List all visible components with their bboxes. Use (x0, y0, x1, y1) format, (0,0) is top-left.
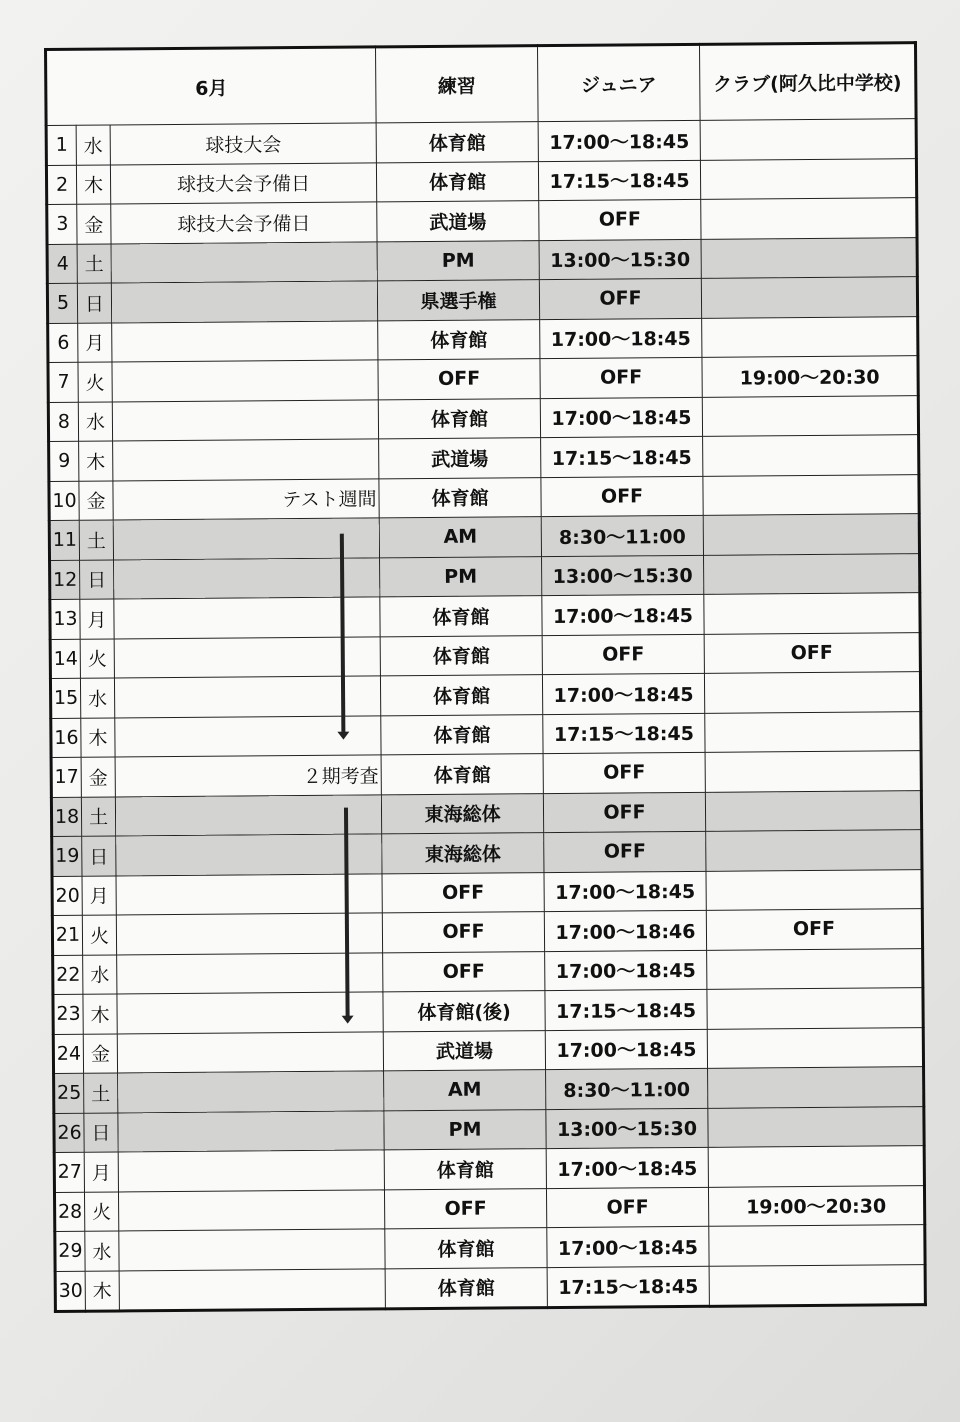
junior-cell: 17:15〜18:45 (547, 1266, 709, 1308)
practice-cell: 武道場 (379, 438, 541, 479)
schedule-row (54, 1185, 924, 1231)
date-cell: 15 (50, 678, 80, 718)
practice-cell: AM (379, 517, 541, 558)
club-cell (705, 751, 921, 792)
junior-cell: 17:00〜18:45 (540, 397, 702, 438)
event-cell (111, 281, 377, 323)
event-cell (118, 1110, 384, 1152)
junior-cell: 8:30〜11:00 (541, 515, 703, 556)
schedule-row (50, 593, 920, 639)
event-cell: テスト週間 (113, 478, 379, 520)
weekday-cell: 月 (84, 1152, 118, 1192)
schedule-row (52, 909, 922, 955)
practice-cell: 東海総体 (381, 793, 543, 834)
weekday-cell: 日 (82, 836, 116, 876)
junior-cell: 17:00〜18:45 (546, 1147, 708, 1188)
schedule-row (49, 474, 919, 520)
weekday-cell: 金 (81, 757, 115, 797)
date-cell: 19 (52, 836, 82, 876)
junior-cell: 8:30〜11:00 (546, 1068, 708, 1109)
weekday-cell: 日 (84, 1112, 118, 1152)
date-cell: 13 (50, 599, 80, 639)
junior-cell: 17:00〜18:45 (544, 871, 706, 912)
junior-cell: OFF (541, 476, 703, 517)
club-cell (704, 553, 920, 594)
weekday-cell: 水 (83, 954, 117, 994)
weekday-cell: 土 (84, 1073, 118, 1113)
practice-cell: 体育館 (384, 1149, 546, 1190)
club-cell (702, 395, 918, 436)
weekday-cell: 土 (79, 520, 113, 560)
event-cell (112, 320, 378, 362)
schedule-row (50, 632, 920, 678)
event-cell (119, 1229, 385, 1271)
schedule-row (55, 1225, 925, 1271)
date-cell: 12 (50, 560, 80, 600)
junior-cell: 17:00〜18:45 (538, 120, 700, 161)
practice-cell: OFF (382, 872, 544, 913)
practice-cell: 県選手権 (377, 280, 539, 321)
weekday-cell: 水 (78, 401, 112, 441)
date-cell: 30 (55, 1271, 85, 1312)
club-cell (707, 948, 923, 989)
junior-cell: 13:00〜15:30 (542, 555, 704, 596)
schedule-row (49, 435, 919, 481)
practice-cell: OFF (378, 359, 540, 400)
practice-cell: 体育館 (381, 714, 543, 755)
weekday-cell: 月 (80, 599, 114, 639)
date-cell: 24 (53, 1034, 83, 1074)
schedule-row (50, 553, 920, 599)
weekday-cell: 火 (84, 1191, 118, 1231)
club-cell (701, 198, 917, 239)
schedule-row (47, 237, 917, 283)
junior-cell: 17:15〜18:45 (538, 160, 700, 201)
practice-cell: PM (380, 556, 542, 597)
club-cell (703, 514, 919, 555)
schedule-row (55, 1264, 925, 1311)
practice-header: 練習 (376, 46, 539, 123)
weekday-cell: 月 (82, 875, 116, 915)
junior-cell: 17:00〜18:45 (542, 673, 704, 714)
schedule-row (52, 830, 922, 876)
junior-cell: 13:00〜15:30 (546, 1108, 708, 1149)
schedule-row (53, 948, 923, 994)
schedule-row (54, 1067, 924, 1113)
practice-cell: 体育館 (378, 398, 540, 439)
practice-cell: 体育館 (380, 675, 542, 716)
schedule-sheet (44, 41, 924, 1330)
schedule-body (46, 119, 925, 1312)
practice-cell: 体育館 (378, 319, 540, 360)
event-cell (116, 873, 382, 915)
weekday-cell: 木 (83, 994, 117, 1034)
practice-cell: 東海総体 (382, 833, 544, 874)
practice-cell: 体育館 (381, 754, 543, 795)
junior-cell: OFF (543, 792, 705, 833)
club-cell (708, 1146, 924, 1187)
club-cell (703, 435, 919, 476)
weekday-cell: 金 (77, 204, 111, 244)
weekday-cell: 木 (81, 717, 115, 757)
club-cell (707, 1027, 923, 1068)
club-cell (708, 1106, 924, 1147)
date-cell: 21 (52, 915, 82, 955)
club-cell (705, 790, 921, 831)
month-header: 6月 (46, 47, 377, 126)
junior-cell: 17:00〜18:45 (542, 594, 704, 635)
weekday-cell: 木 (85, 1270, 119, 1311)
practice-cell: 体育館 (380, 596, 542, 637)
practice-cell: 体育館 (379, 477, 541, 518)
club-cell (708, 1067, 924, 1108)
date-cell: 28 (54, 1192, 84, 1232)
date-cell: 7 (48, 362, 78, 402)
club-cell (702, 316, 918, 357)
date-cell: 14 (50, 639, 80, 679)
event-cell (116, 913, 382, 955)
practice-cell: 体育館(後) (383, 991, 545, 1032)
weekday-cell: 月 (78, 322, 112, 362)
club-cell: OFF (706, 909, 922, 950)
schedule-table (44, 41, 927, 1313)
schedule-row (54, 1146, 924, 1192)
junior-cell: 13:00〜15:30 (539, 239, 701, 280)
schedule-row (46, 158, 916, 204)
date-cell: 5 (47, 283, 77, 323)
date-cell: 6 (48, 323, 78, 363)
club-cell (709, 1225, 925, 1266)
junior-cell: OFF (539, 199, 701, 240)
junior-cell: OFF (544, 831, 706, 872)
event-cell (119, 1268, 385, 1311)
event-cell (111, 241, 377, 283)
date-cell: 8 (48, 402, 78, 442)
practice-cell: 体育館 (380, 635, 542, 676)
practice-cell: 体育館 (385, 1228, 547, 1269)
schedule-row (48, 395, 918, 441)
date-cell: 16 (51, 718, 81, 758)
club-cell: 19:00〜20:30 (708, 1185, 924, 1226)
date-cell: 9 (49, 441, 79, 481)
date-cell: 25 (54, 1073, 84, 1113)
junior-header: ジュニア (538, 44, 701, 121)
junior-cell: OFF (539, 278, 701, 319)
junior-cell: 17:15〜18:45 (541, 436, 703, 477)
weekday-cell: 木 (76, 164, 110, 204)
event-cell (118, 1189, 384, 1231)
weekday-cell: 日 (77, 283, 111, 323)
event-cell: 球技大会予備日 (111, 202, 377, 244)
junior-cell: OFF (543, 752, 705, 793)
date-cell: 26 (54, 1113, 84, 1153)
club-cell (705, 711, 921, 752)
date-cell: 1 (46, 125, 76, 165)
club-cell (707, 988, 923, 1029)
schedule-row (47, 198, 917, 244)
event-cell (112, 360, 378, 402)
event-cell (115, 794, 381, 836)
club-cell (700, 158, 916, 199)
schedule-row (51, 711, 921, 757)
schedule-row (51, 790, 921, 836)
date-cell: 4 (47, 244, 77, 284)
weekday-cell: 火 (78, 362, 112, 402)
club-cell (709, 1264, 925, 1306)
practice-cell: AM (384, 1070, 546, 1111)
schedule-row (48, 316, 918, 362)
date-cell: 17 (51, 757, 81, 797)
event-cell: ２期考査 (115, 755, 381, 797)
junior-cell: OFF (546, 1187, 708, 1228)
practice-cell: 武道場 (377, 201, 539, 242)
schedule-row (53, 988, 923, 1034)
schedule-row (48, 356, 918, 402)
date-cell: 20 (52, 876, 82, 916)
weekday-cell: 火 (82, 915, 116, 955)
date-cell: 27 (54, 1152, 84, 1192)
header-row (46, 43, 917, 126)
event-cell: 球技大会予備日 (110, 162, 376, 204)
weekday-cell: 金 (83, 1033, 117, 1073)
practice-cell: 体育館 (376, 161, 538, 202)
schedule-row (49, 514, 919, 560)
club-cell (704, 593, 920, 634)
event-cell (118, 1071, 384, 1113)
club-cell (701, 237, 917, 278)
practice-cell: 武道場 (383, 1030, 545, 1071)
weekday-cell: 木 (79, 441, 113, 481)
junior-cell: 17:15〜18:45 (543, 713, 705, 754)
junior-cell: 17:00〜18:46 (544, 910, 706, 951)
date-cell: 23 (53, 994, 83, 1034)
junior-cell: OFF (542, 634, 704, 675)
junior-cell: 17:15〜18:45 (545, 989, 707, 1030)
schedule-row (53, 1027, 923, 1073)
club-cell (706, 869, 922, 910)
schedule-row (50, 672, 920, 718)
club-cell (706, 830, 922, 871)
date-cell: 11 (49, 520, 79, 560)
date-cell: 10 (49, 481, 79, 521)
club-header: クラブ(阿久比中学校) (700, 43, 917, 121)
club-cell (703, 474, 919, 515)
event-cell (113, 439, 379, 481)
date-cell: 3 (47, 204, 77, 244)
event-cell (116, 834, 382, 876)
event-cell (117, 1031, 383, 1073)
schedule-row (52, 869, 922, 915)
junior-cell: 17:00〜18:45 (540, 318, 702, 359)
weekday-cell: 土 (81, 796, 115, 836)
event-cell (112, 399, 378, 441)
junior-cell: OFF (540, 357, 702, 398)
schedule-row (46, 119, 916, 165)
schedule-row (51, 751, 921, 797)
club-cell: 19:00〜20:30 (702, 356, 918, 397)
event-cell: 球技大会 (110, 123, 376, 165)
weekday-cell: 水 (80, 678, 114, 718)
practice-cell: 体育館 (385, 1267, 547, 1309)
date-cell: 22 (53, 955, 83, 995)
weekday-cell: 金 (79, 480, 113, 520)
event-cell (117, 992, 383, 1034)
schedule-row (47, 277, 917, 323)
practice-cell: PM (384, 1109, 546, 1150)
weekday-cell: 水 (85, 1231, 119, 1271)
date-cell: 2 (46, 165, 76, 205)
practice-cell: PM (377, 240, 539, 281)
junior-cell: 17:00〜18:45 (547, 1226, 709, 1267)
junior-cell: 17:00〜18:45 (545, 950, 707, 991)
club-cell: OFF (704, 632, 920, 673)
schedule-row (54, 1106, 924, 1152)
date-cell: 29 (55, 1231, 85, 1271)
practice-cell: OFF (382, 912, 544, 953)
practice-cell: OFF (383, 951, 545, 992)
practice-cell: OFF (384, 1188, 546, 1229)
weekday-cell: 日 (80, 559, 114, 599)
weekday-cell: 火 (80, 638, 114, 678)
junior-cell: 17:00〜18:45 (545, 1029, 707, 1070)
weekday-cell: 土 (77, 243, 111, 283)
date-cell: 18 (51, 797, 81, 837)
club-cell (700, 119, 916, 160)
event-cell (118, 1150, 384, 1192)
club-cell (704, 672, 920, 713)
practice-cell: 体育館 (376, 122, 538, 163)
event-cell (117, 952, 383, 994)
weekday-cell: 水 (76, 125, 110, 165)
club-cell (701, 277, 917, 318)
